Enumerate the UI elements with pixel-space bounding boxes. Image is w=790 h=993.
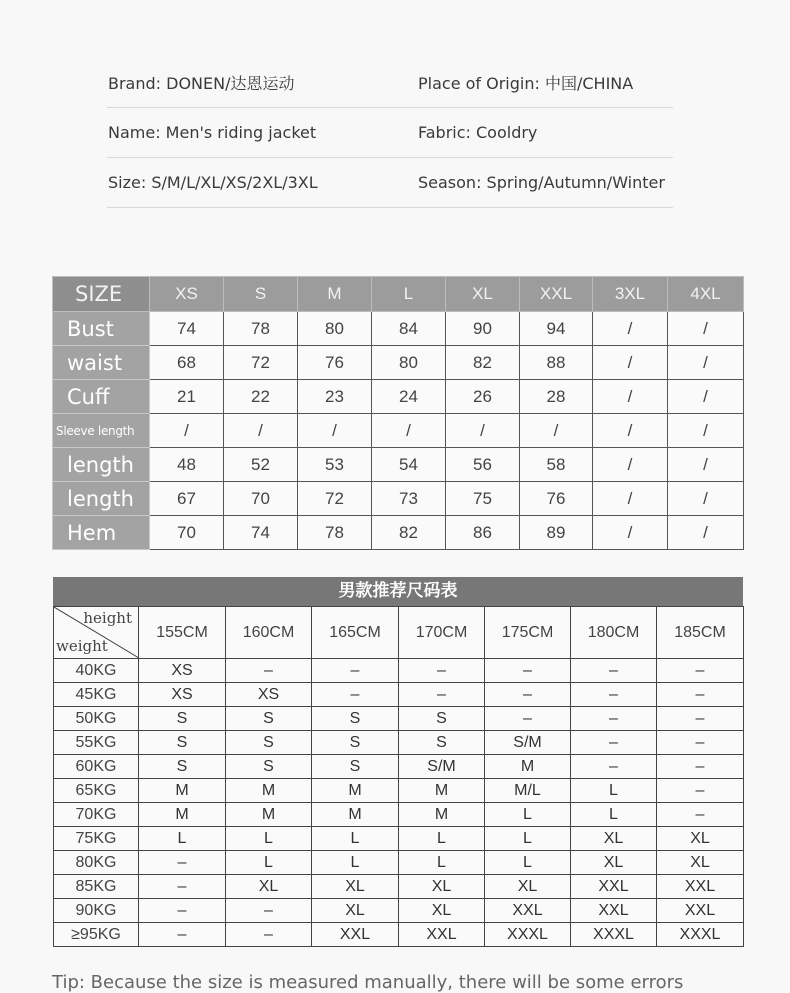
size-cell: 67 — [150, 482, 224, 516]
recommend-cell: XXXL — [571, 923, 657, 947]
recommend-cell: M — [312, 803, 399, 827]
size-header-cell: 4XL — [668, 277, 744, 312]
size-cell: / — [593, 414, 668, 448]
recommend-cell: XL — [571, 827, 657, 851]
recommend-row — [54, 779, 744, 803]
recommend-row — [54, 851, 744, 875]
weight-label: 45KG — [54, 683, 139, 707]
recommend-row — [54, 827, 744, 851]
size-row-label: length — [53, 448, 150, 482]
size-cell: 56 — [446, 448, 520, 482]
recommend-cell: – — [139, 923, 226, 947]
recommend-cell: XL — [657, 827, 744, 851]
size-cell: / — [520, 414, 593, 448]
recommend-cell: L — [485, 851, 571, 875]
size-row-label: Sleeve length — [53, 414, 150, 448]
size-cell: / — [593, 312, 668, 346]
weight-label: 65KG — [54, 779, 139, 803]
recommend-cell: M — [139, 803, 226, 827]
recommend-cell: – — [226, 899, 312, 923]
recommend-cell: L — [571, 779, 657, 803]
size-cell: 86 — [446, 516, 520, 550]
recommend-cell: XXL — [399, 923, 485, 947]
info-right: Place of Origin: 中国/CHINA — [418, 74, 634, 93]
size-cell: 53 — [298, 448, 372, 482]
size-chart-table — [52, 276, 744, 550]
recommend-cell: S — [399, 707, 485, 731]
size-cell: / — [668, 312, 744, 346]
recommend-cell: S/M — [399, 755, 485, 779]
size-cell: / — [593, 516, 668, 550]
recommend-cell: L — [399, 827, 485, 851]
recommend-row — [54, 923, 744, 947]
recommend-cell: – — [312, 659, 399, 683]
corner-cell — [54, 607, 139, 659]
recommend-row — [54, 707, 744, 731]
recommend-cell: M — [399, 803, 485, 827]
weight-label: 40KG — [54, 659, 139, 683]
recommend-size-table — [53, 606, 744, 947]
size-cell: 23 — [298, 380, 372, 414]
size-row — [53, 482, 744, 516]
recommend-row — [54, 899, 744, 923]
recommend-cell: L — [226, 827, 312, 851]
weight-label: 75KG — [54, 827, 139, 851]
recommend-cell: L — [485, 827, 571, 851]
size-cell: 26 — [446, 380, 520, 414]
recommend-cell: M — [139, 779, 226, 803]
recommend-row — [54, 659, 744, 683]
recommend-cell: XL — [312, 899, 399, 923]
recommend-cell: M/L — [485, 779, 571, 803]
weight-label: 55KG — [54, 731, 139, 755]
recommend-cell: S — [139, 707, 226, 731]
weight-label: 90KG — [54, 899, 139, 923]
recommend-cell: L — [312, 827, 399, 851]
recommend-cell: XXL — [571, 875, 657, 899]
size-header-label: SIZE — [53, 277, 150, 312]
product-info — [107, 58, 673, 208]
recommend-cell: S — [139, 755, 226, 779]
size-cell: 88 — [520, 346, 593, 380]
size-row-label: Cuff — [53, 380, 150, 414]
size-cell: 68 — [150, 346, 224, 380]
size-header-cell: XL — [446, 277, 520, 312]
size-cell: 94 — [520, 312, 593, 346]
recommend-cell: XXL — [657, 875, 744, 899]
size-row-label: length — [53, 482, 150, 516]
info-row — [107, 158, 673, 208]
info-right: Season: Spring/Autumn/Winter — [418, 173, 665, 192]
recommend-cell: – — [657, 779, 744, 803]
tip-note: Tip: Because the size is measured manually, there will be some errors — [52, 972, 684, 993]
recommend-cell: XS — [139, 683, 226, 707]
recommend-cell: S — [312, 731, 399, 755]
recommend-cell: L — [399, 851, 485, 875]
recommend-row — [54, 683, 744, 707]
weight-label: 70KG — [54, 803, 139, 827]
size-cell: / — [593, 448, 668, 482]
size-row — [53, 380, 744, 414]
height-header-cell: 155CM — [139, 607, 226, 659]
recommend-cell: XL — [399, 875, 485, 899]
info-left: Brand: DONEN/达恩运动 — [108, 74, 295, 93]
size-cell: / — [446, 414, 520, 448]
size-cell: / — [298, 414, 372, 448]
info-row — [107, 58, 673, 108]
recommend-cell: – — [312, 683, 399, 707]
recommend-table-title: 男款推荐尺码表 — [53, 577, 743, 606]
size-cell: 74 — [150, 312, 224, 346]
recommend-cell: – — [226, 923, 312, 947]
size-cell: 24 — [372, 380, 446, 414]
recommend-cell: S — [399, 731, 485, 755]
size-cell: / — [668, 448, 744, 482]
size-cell: 80 — [298, 312, 372, 346]
size-header-cell: XXL — [520, 277, 593, 312]
size-cell: 73 — [372, 482, 446, 516]
corner-height-label: height — [83, 609, 132, 627]
recommend-cell: – — [571, 659, 657, 683]
height-header-cell: 165CM — [312, 607, 399, 659]
size-row — [53, 346, 744, 380]
size-cell: / — [668, 380, 744, 414]
size-cell: 54 — [372, 448, 446, 482]
weight-label: 60KG — [54, 755, 139, 779]
recommend-cell: – — [571, 755, 657, 779]
recommend-cell: – — [139, 899, 226, 923]
size-cell: 70 — [150, 516, 224, 550]
corner-weight-label: weight — [56, 637, 108, 655]
recommend-cell: L — [312, 851, 399, 875]
size-cell: 82 — [372, 516, 446, 550]
weight-label: ≥95KG — [54, 923, 139, 947]
height-header-cell: 185CM — [657, 607, 744, 659]
recommend-cell: S — [312, 707, 399, 731]
size-row — [53, 448, 744, 482]
size-header-cell: M — [298, 277, 372, 312]
size-header-cell: 3XL — [593, 277, 668, 312]
size-cell: / — [593, 346, 668, 380]
recommend-row — [54, 755, 744, 779]
size-cell: / — [668, 346, 744, 380]
size-cell: 70 — [224, 482, 298, 516]
recommend-cell: S — [226, 707, 312, 731]
size-row — [53, 312, 744, 346]
recommend-cell: S — [226, 731, 312, 755]
info-row — [107, 108, 673, 158]
recommend-cell: – — [571, 683, 657, 707]
recommend-cell: XXL — [657, 899, 744, 923]
recommend-cell: – — [657, 755, 744, 779]
recommend-cell: XL — [571, 851, 657, 875]
recommend-cell: – — [657, 803, 744, 827]
size-header-cell: XS — [150, 277, 224, 312]
recommend-cell: S — [139, 731, 226, 755]
size-cell: 22 — [224, 380, 298, 414]
size-cell: / — [668, 482, 744, 516]
recommend-cell: – — [571, 707, 657, 731]
size-cell: 52 — [224, 448, 298, 482]
recommend-cell: XXL — [485, 899, 571, 923]
size-header-row — [53, 277, 744, 312]
size-cell: 78 — [298, 516, 372, 550]
recommend-cell: – — [485, 659, 571, 683]
recommend-cell: – — [399, 683, 485, 707]
info-left: Size: S/M/L/XL/XS/2XL/3XL — [108, 173, 318, 192]
size-cell: 72 — [298, 482, 372, 516]
weight-label: 50KG — [54, 707, 139, 731]
size-row — [53, 414, 744, 448]
size-cell: / — [668, 516, 744, 550]
size-cell: / — [372, 414, 446, 448]
recommend-size-section — [53, 577, 743, 947]
recommend-cell: M — [226, 779, 312, 803]
info-left: Name: Men's riding jacket — [108, 123, 317, 142]
recommend-cell: XL — [485, 875, 571, 899]
size-cell: 84 — [372, 312, 446, 346]
recommend-cell: – — [657, 707, 744, 731]
size-row-label: waist — [53, 346, 150, 380]
size-row — [53, 516, 744, 550]
size-row-label: Bust — [53, 312, 150, 346]
recommend-cell: XXXL — [657, 923, 744, 947]
recommend-cell: L — [485, 803, 571, 827]
info-right: Fabric: Cooldry — [418, 123, 538, 142]
size-cell: 72 — [224, 346, 298, 380]
size-cell: / — [593, 380, 668, 414]
recommend-cell: M — [312, 779, 399, 803]
recommend-cell: – — [399, 659, 485, 683]
height-header-cell: 180CM — [571, 607, 657, 659]
size-cell: 80 — [372, 346, 446, 380]
height-header-cell: 160CM — [226, 607, 312, 659]
recommend-cell: XXXL — [485, 923, 571, 947]
recommend-cell: S — [312, 755, 399, 779]
recommend-cell: – — [571, 731, 657, 755]
height-header-cell: 175CM — [485, 607, 571, 659]
size-cell: 21 — [150, 380, 224, 414]
weight-label: 85KG — [54, 875, 139, 899]
recommend-cell: XXL — [571, 899, 657, 923]
recommend-cell: S — [226, 755, 312, 779]
recommend-cell: – — [485, 683, 571, 707]
recommend-cell: M — [399, 779, 485, 803]
recommend-cell: XL — [312, 875, 399, 899]
size-cell: 82 — [446, 346, 520, 380]
recommend-cell: XXL — [312, 923, 399, 947]
height-header-row — [54, 607, 744, 659]
size-cell: 89 — [520, 516, 593, 550]
size-cell: 76 — [298, 346, 372, 380]
size-cell: 75 — [446, 482, 520, 516]
recommend-cell: – — [139, 875, 226, 899]
size-cell: 48 — [150, 448, 224, 482]
size-row-label: Hem — [53, 516, 150, 550]
recommend-cell: – — [485, 707, 571, 731]
recommend-cell: S/M — [485, 731, 571, 755]
size-cell: 74 — [224, 516, 298, 550]
size-cell: / — [593, 482, 668, 516]
size-cell: 76 — [520, 482, 593, 516]
recommend-cell: L — [226, 851, 312, 875]
recommend-cell: – — [657, 683, 744, 707]
recommend-cell: XL — [399, 899, 485, 923]
weight-label: 80KG — [54, 851, 139, 875]
size-cell: / — [224, 414, 298, 448]
recommend-row — [54, 803, 744, 827]
size-cell: / — [668, 414, 744, 448]
height-header-cell: 170CM — [399, 607, 485, 659]
recommend-cell: – — [657, 659, 744, 683]
size-cell: 28 — [520, 380, 593, 414]
size-header-cell: S — [224, 277, 298, 312]
size-cell: 58 — [520, 448, 593, 482]
recommend-cell: XS — [226, 683, 312, 707]
recommend-row — [54, 731, 744, 755]
recommend-cell: XL — [226, 875, 312, 899]
recommend-cell: XS — [139, 659, 226, 683]
size-cell: 78 — [224, 312, 298, 346]
recommend-cell: L — [571, 803, 657, 827]
recommend-cell: L — [139, 827, 226, 851]
size-header-cell: L — [372, 277, 446, 312]
recommend-cell: – — [226, 659, 312, 683]
recommend-cell: M — [485, 755, 571, 779]
recommend-row — [54, 875, 744, 899]
recommend-cell: M — [226, 803, 312, 827]
size-cell: 90 — [446, 312, 520, 346]
recommend-cell: XL — [657, 851, 744, 875]
size-cell: / — [150, 414, 224, 448]
recommend-cell: – — [657, 731, 744, 755]
recommend-cell: – — [139, 851, 226, 875]
